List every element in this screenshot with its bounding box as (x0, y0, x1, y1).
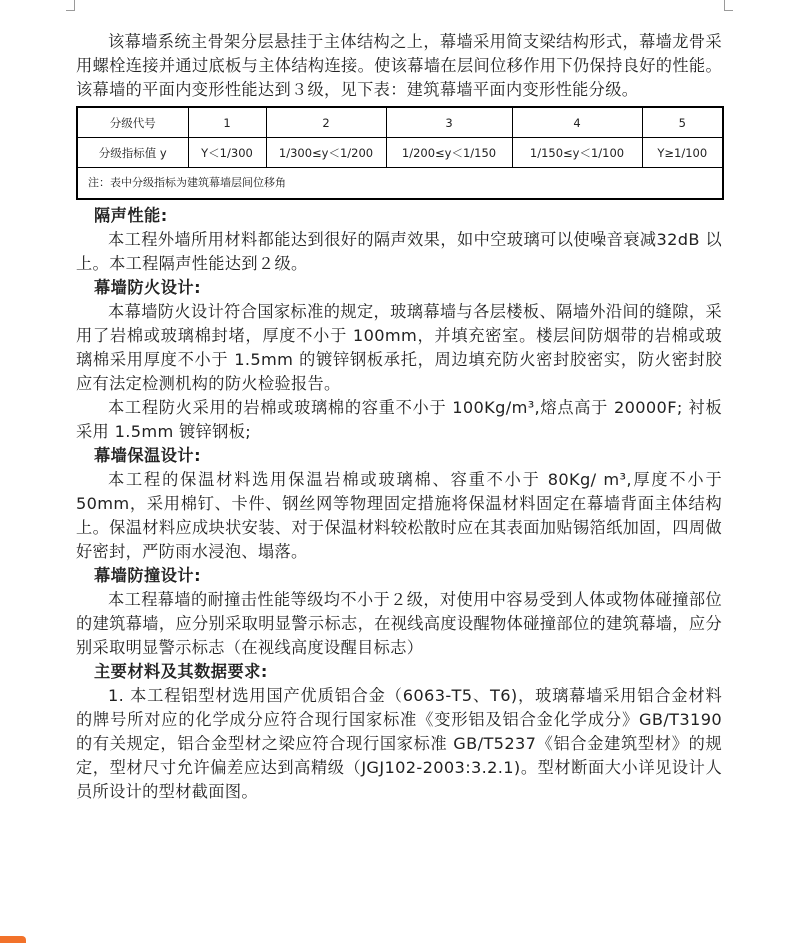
heading-fire-protection: 幕墙防火设计: (94, 278, 202, 297)
page-corner-mark-left (66, 0, 75, 11)
paragraph-fire-protection-2: 本工程防火采用的岩棉或玻璃棉的容重不小于 100Kg/m³,熔点高于 20000F; 衬板采用 1.5mm 镀锌钢板; (76, 398, 722, 441)
page-corner-mark-right (724, 0, 733, 11)
table-cell: 5 (642, 107, 723, 138)
paragraph-sound-insulation: 本工程外墙所用材料都能达到很好的隔声效果，如中空玻璃可以使噪音衰减32dB 以上。本工程隔声性能达到２级。 (76, 230, 722, 273)
table-cell: 1 (188, 107, 266, 138)
bottom-edge-marker (0, 936, 26, 943)
paragraph-thermal-insulation: 本工程的保温材料选用保温岩棉或玻璃棉、容重不小于 80Kg/ m³,厚度不小于 50mm，采用棉钉、卡件、钢丝网等物理固定措施将保温材料固定在幕墙背面主体结构上。保温材料应成块状安装、对于保温材料较松散时应在其表面加贴锡箔纸加固，四周做好密封，严防雨水浸泡、塌落。 (76, 470, 722, 561)
table-cell: 1/200≤y＜1/150 (386, 138, 512, 168)
paragraph-main-materials: 1. 本工程铝型材选用国产优质铝合金（6063-T5、T6)，玻璃幕墙采用铝合金材料的牌号所对应的化学成分应符合现行国家标准《变形铝及铝合金化学成分》GB/T3190 的有关规定，铝合金型材之梁应符合现行国家标准 GB/T5237《铝合金建筑型材》的规定，型材尺寸允许偏差应达到高精级（JGJ102-2003:3.2.1)。型材断面大小详见设计人员所设计的型材截面图。 (76, 686, 722, 801)
heading-thermal-insulation: 幕墙保温设计: (94, 446, 202, 465)
table-cell: 4 (512, 107, 642, 138)
table-row (77, 138, 723, 168)
table-cell: 1/300≤y＜1/200 (266, 138, 386, 168)
table-cell: 3 (386, 107, 512, 138)
table-row (77, 168, 723, 200)
table-cell: Y＜1/300 (188, 138, 266, 168)
table-cell: 2 (266, 107, 386, 138)
table-cell: Y≥1/100 (642, 138, 723, 168)
table-cell: 分级指标值 y (77, 138, 188, 168)
table-cell: 分级代号 (77, 107, 188, 138)
table-note: 注：表中分级指标为建筑幕墙层间位移角 (77, 168, 723, 200)
table-row (77, 107, 723, 138)
heading-main-materials: 主要材料及其数据要求: (94, 662, 268, 681)
paragraph-impact-resistance: 本工程幕墙的耐撞击性能等级均不小于２级，对使用中容易受到人体或物体碰撞部位的建筑幕墙，应分别采取明显警示标志，在视线高度设醒物体碰撞部位的建筑幕墙，应分别采取明显警示标志（在视线高度设醒目标志） (76, 590, 722, 657)
document-page (76, 30, 722, 804)
heading-impact-resistance: 幕墙防撞设计: (94, 566, 202, 585)
table-cell: 1/150≤y＜1/100 (512, 138, 642, 168)
paragraph-fire-protection-1: 本幕墙防火设计符合国家标准的规定，玻璃幕墙与各层楼板、隔墙外沿间的缝隙，采用了岩棉或玻璃棉封堵，厚度不小于 100mm，并填充密室。楼层间防烟带的岩棉或玻璃棉采用厚度不小于 1.5mm 的镀锌钢板承托，周边填充防火密封胶密实，防火密封胶应有法定检测机构的防火检验报告。 (76, 302, 722, 393)
deformation-grade-table (76, 106, 724, 200)
heading-sound-insulation: 隔声性能: (94, 206, 168, 225)
intro-paragraph: 该幕墙系统主骨架分层悬挂于主体结构之上，幕墙采用简支梁结构形式，幕墙龙骨采用螺栓连接并通过底板与主体结构连接。使该幕墙在层间位移作用下仍保持良好的性能。该幕墙的平面内变形性能达到３级，见下表：建筑幕墙平面内变形性能分级。 (76, 32, 722, 99)
